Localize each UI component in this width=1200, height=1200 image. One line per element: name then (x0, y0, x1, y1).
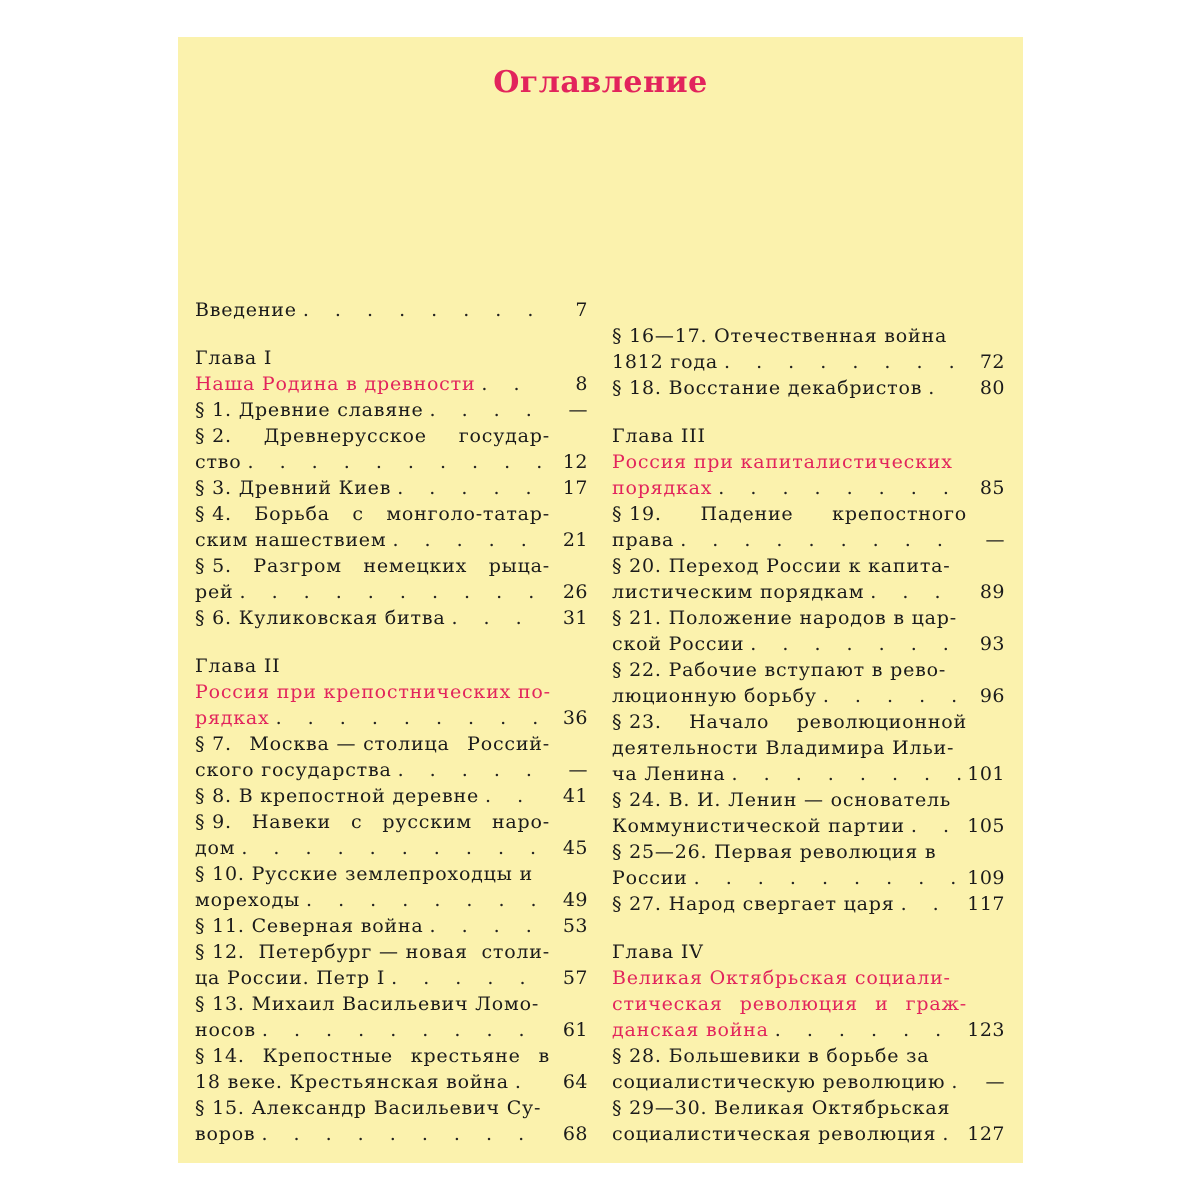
dot-leader (718, 475, 961, 501)
toc-entry[interactable]: § 14. Крепостные крестьяне в 18 веке. Крестьянская война . . . 64 (195, 1043, 588, 1095)
dot-leader (391, 965, 544, 991)
page-number: 7 (575, 299, 588, 321)
dot-leader (392, 527, 544, 553)
toc-entry[interactable]: § 4. Борьба с монголо-татар- ским нашествием . . . 21 (195, 501, 588, 553)
dot-leader (911, 813, 961, 839)
book-page (178, 37, 1023, 1163)
dot-leader (942, 1121, 961, 1147)
toc-right-column (612, 323, 1005, 1147)
toc-entry[interactable]: § 25—26. Первая революция в России . . . 109 (612, 839, 1005, 891)
dot-leader (775, 1017, 961, 1043)
page-title: Оглавление (493, 65, 708, 100)
toc-entry[interactable]: § 2. Древнерусское государ- ство . . . 12 (195, 423, 588, 475)
toc-chapter-title[interactable]: Великая Октябрьская социали- стическая революция и граж- данская война . . . 123 (612, 965, 1005, 1043)
chapter-label: Глава I (195, 347, 273, 369)
dot-leader (451, 605, 544, 631)
toc-entry[interactable]: § 1. Древние славяне . . . — (195, 397, 588, 423)
toc-entry[interactable]: § 8. В крепостной деревне . . . 41 (195, 783, 588, 809)
page-number: 8 (575, 373, 588, 395)
dot-leader (694, 865, 961, 891)
dot-leader (248, 449, 545, 475)
dot-leader (901, 891, 961, 917)
toc-entry[interactable]: § 24. В. И. Ленин — основатель Коммунистической партии . . . 105 (612, 787, 1005, 839)
dot-leader (430, 397, 545, 423)
toc-entry[interactable]: § 9. Навеки с русским наро- дом . . . 45 (195, 809, 588, 861)
dot-leader (481, 371, 544, 397)
toc-entry[interactable]: § 15. Александр Васильевич Су- воров . . . 68 (195, 1095, 588, 1147)
toc-entry[interactable]: § 18. Восстание декабристов . . . 80 (612, 375, 1005, 401)
dot-leader (732, 761, 961, 787)
dot-leader (276, 705, 544, 731)
dot-leader (239, 579, 544, 605)
toc-chapter-title[interactable]: Россия при крепостнических по- рядках . . . 36 (195, 679, 588, 731)
dot-leader (398, 757, 544, 783)
dot-leader (485, 783, 544, 809)
dot-leader (241, 835, 544, 861)
toc-entry[interactable]: § 10. Русские землепроходцы и мореходы . . . 49 (195, 861, 588, 913)
dot-leader (262, 1017, 544, 1043)
dot-leader (515, 1069, 544, 1095)
toc-entry[interactable]: § 13. Михаил Васильевич Ломо- носов . . . 61 (195, 991, 588, 1043)
toc-left-column (195, 297, 588, 1147)
toc-entry[interactable]: § 21. Положение народов в цар- ской России . . . 93 (612, 605, 1005, 657)
dot-leader (823, 683, 961, 709)
toc-entry[interactable]: § 16—17. Отечественная война 1812 года . . . 72 (612, 323, 1005, 375)
toc-entry[interactable]: § 22. Рабочие вступают в рево- люционную борьбу . . . 96 (612, 657, 1005, 709)
toc-entry[interactable]: § 19. Падение крепостного права . . . — (612, 501, 1005, 553)
toc-entry[interactable]: § 3. Древний Киев . . . 17 (195, 475, 588, 501)
dot-leader (261, 1121, 544, 1147)
toc-entry[interactable]: § 12. Петербург — новая столи- ца России. Петр I . . . 57 (195, 939, 588, 991)
toc-chapter-title[interactable]: Наша Родина в древности . . . 8 (195, 371, 588, 397)
toc-entry[interactable]: § 23. Начало революционной деятельности Владимира Ильи- ча Ленина . . . 101 (612, 709, 1005, 787)
dot-leader (303, 297, 544, 323)
dot-leader (397, 475, 544, 501)
dot-leader (870, 579, 961, 605)
toc-entry-intro[interactable]: Введение . . . 7 (195, 297, 588, 323)
toc-entry[interactable]: § 27. Народ свергает царя . . . 117 (612, 891, 1005, 917)
toc-entry[interactable]: § 11. Северная война . . . 53 (195, 913, 588, 939)
toc-entry[interactable]: § 28. Большевики в борьбе за социалистическую революцию . . . — (612, 1043, 1005, 1095)
dot-leader (430, 913, 545, 939)
dot-leader (306, 887, 544, 913)
chapter-label: Глава IV (612, 941, 704, 963)
toc-entry[interactable]: § 7. Москва — столица Россий- ского государства . . . — (195, 731, 588, 783)
toc-entry[interactable]: § 29—30. Великая Октябрьская социалистическая революция . . . 127 (612, 1095, 1005, 1147)
chapter-label: Глава III (612, 425, 706, 447)
dot-leader (724, 349, 961, 375)
dot-leader (680, 527, 961, 553)
toc-chapter-title[interactable]: Россия при капиталистических порядках . . . 85 (612, 449, 1005, 501)
dot-leader (951, 1069, 961, 1095)
toc-entry[interactable]: § 5. Разгром немецких рыца- рей . . . 26 (195, 553, 588, 605)
dot-leader (928, 375, 961, 401)
toc-entry[interactable]: § 6. Куликовская битва . . . 31 (195, 605, 588, 631)
toc-entry[interactable]: § 20. Переход России к капита- листическим порядкам . . . 89 (612, 553, 1005, 605)
chapter-label: Глава II (195, 655, 281, 677)
dot-leader (750, 631, 961, 657)
